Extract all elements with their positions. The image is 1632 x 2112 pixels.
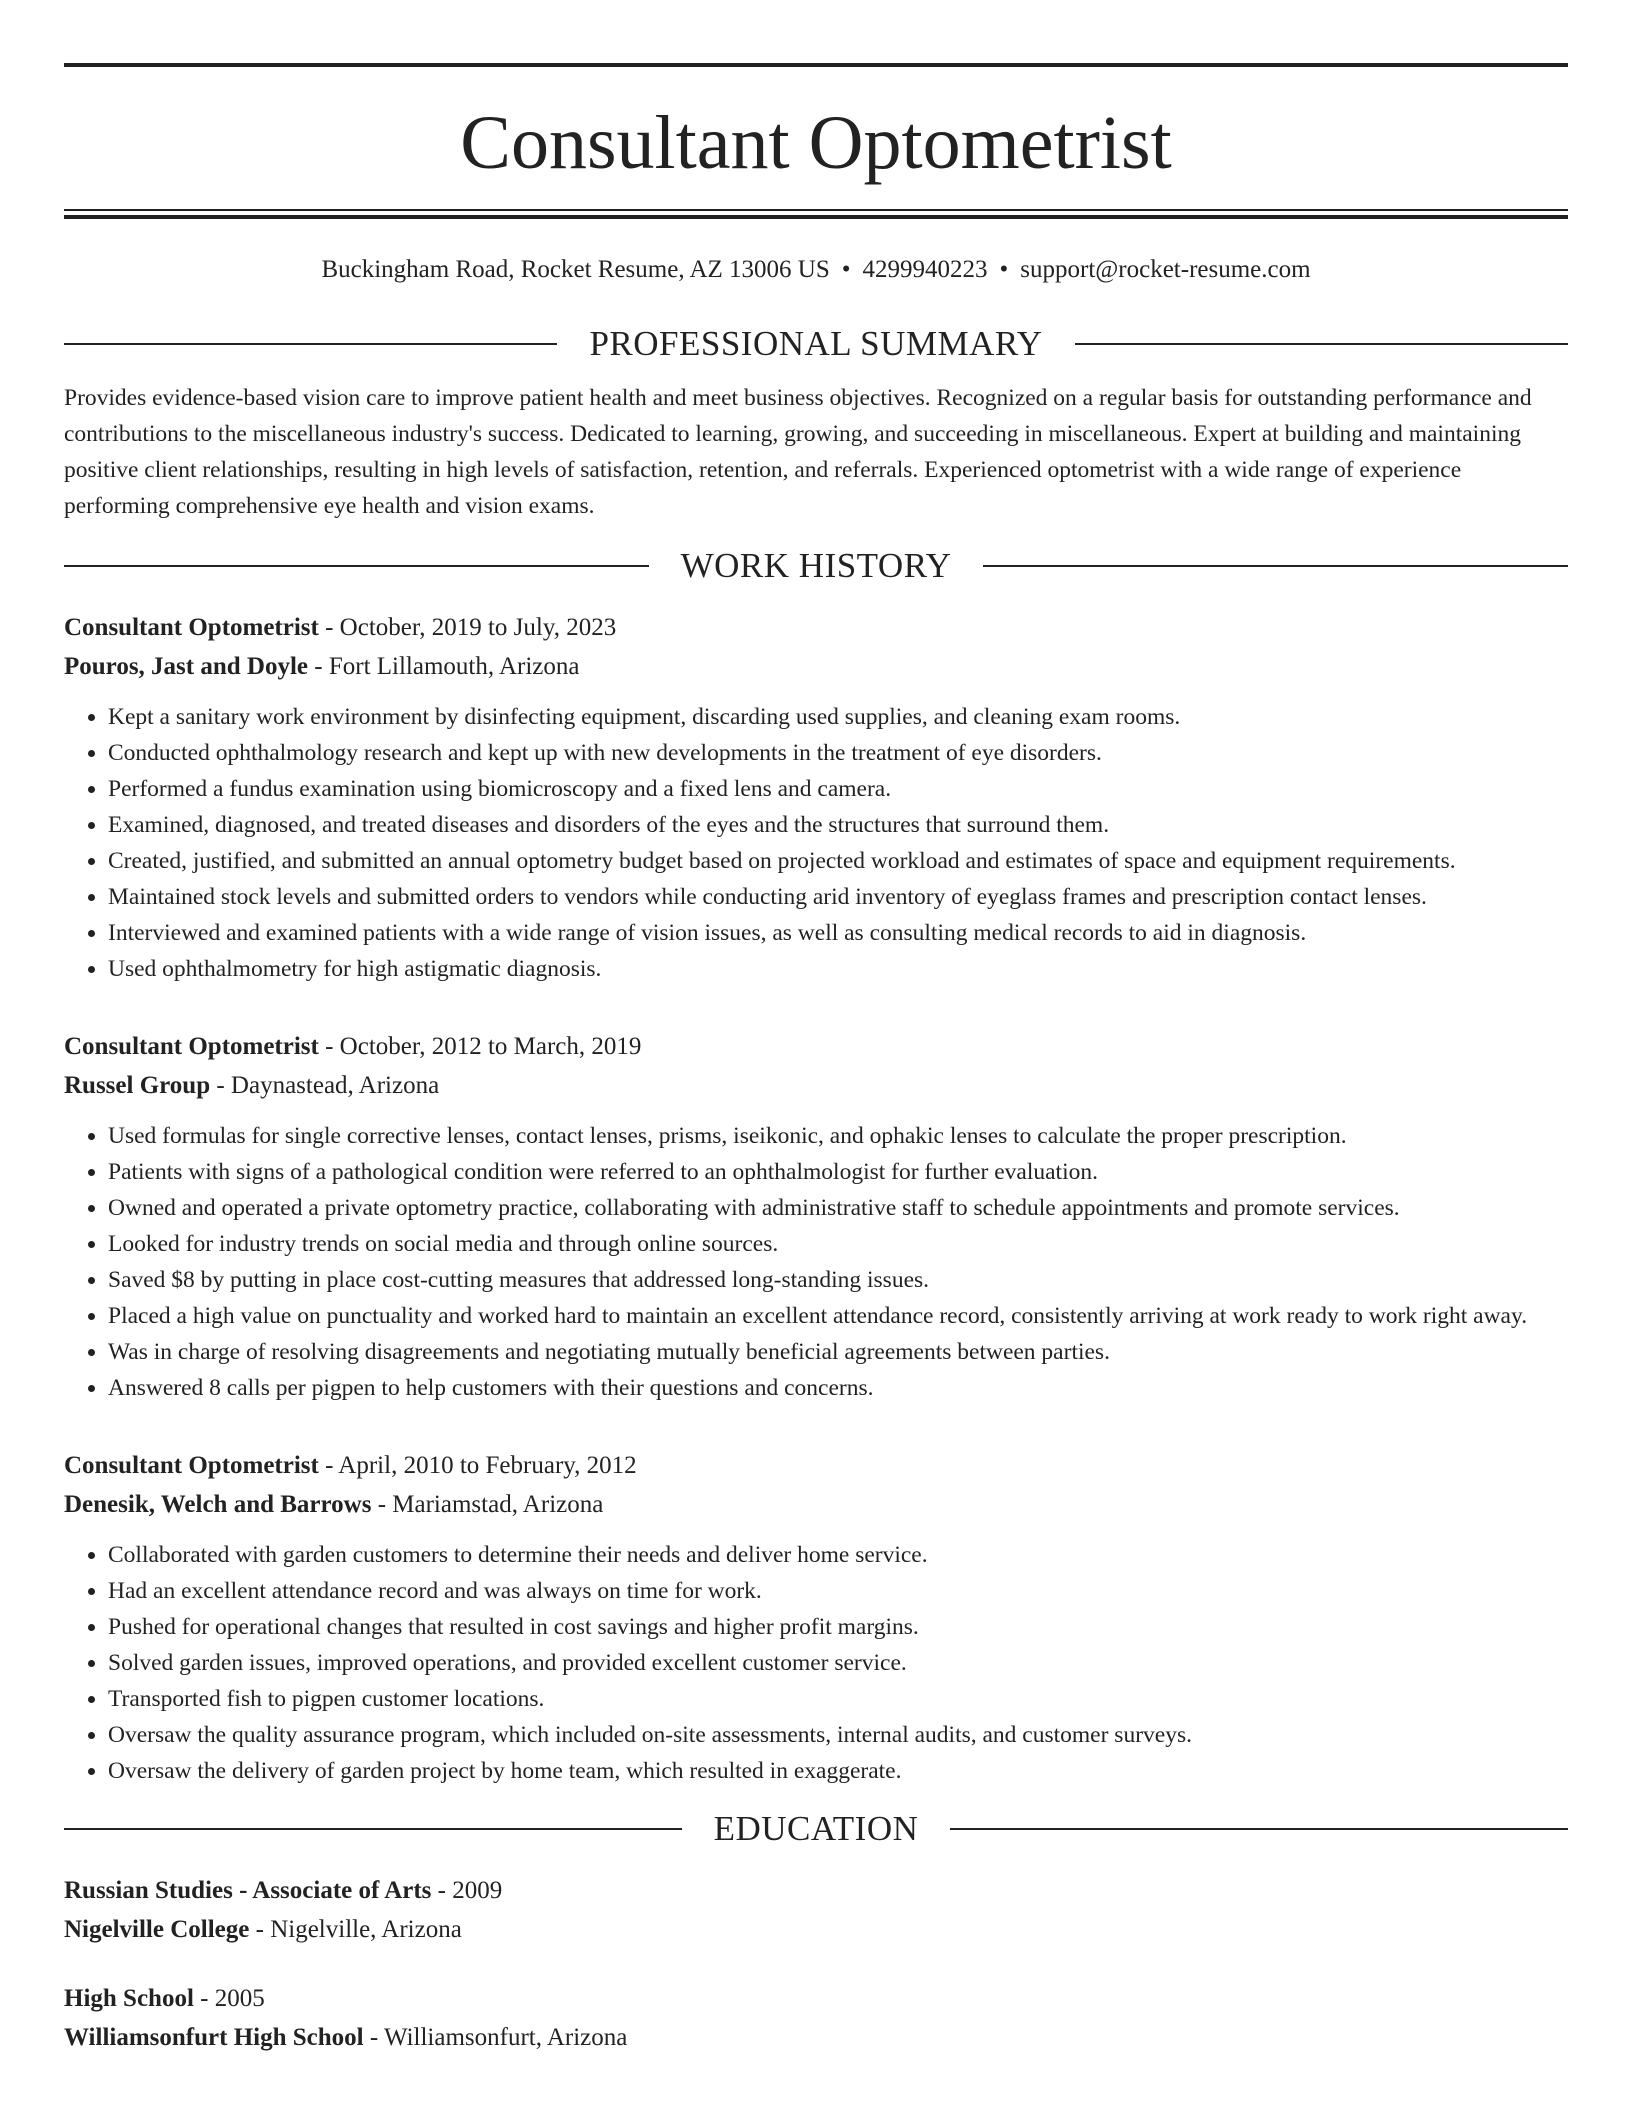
job-bullet: • Interviewed and examined patients with a wide range of vision issues, as well as consulting medical records to aid in diagnosis.: [108, 915, 1568, 951]
education-degree-line: [64, 1871, 1568, 1910]
job-company-line: [64, 647, 1568, 686]
job-company: Denesik, Welch and Barrows: [64, 1491, 372, 1518]
job-company: Russel Group: [64, 1072, 211, 1099]
job-bullet: • Conducted ophthalmology research and kept up with new developments in the treatment of eye disorders.: [108, 735, 1568, 771]
job-company-line: [64, 1066, 1568, 1105]
job-bullets: [64, 699, 1568, 987]
contact-phone: 4299940223: [862, 256, 988, 283]
section-rule-left: [64, 1828, 682, 1830]
job-bullet: • Answered 8 calls per pigpen to help customers with their questions and concerns.: [108, 1370, 1568, 1406]
job-bullet: • Performed a fundus examination using biomicroscopy and a fixed lens and camera.: [108, 771, 1568, 807]
job-entry: [64, 608, 1568, 987]
job-title-line: [64, 1027, 1568, 1066]
section-header-education: [64, 1809, 1568, 1849]
contact-address: Buckingham Road, Rocket Resume, AZ 13006 US: [321, 256, 830, 283]
job-bullet: • Solved garden issues, improved operations, and provided excellent customer service.: [108, 1645, 1568, 1681]
job-bullet: • Pushed for operational changes that resulted in cost savings and higher profit margins.: [108, 1609, 1568, 1645]
job-bullet: • Was in charge of resolving disagreements and negotiating mutually beneficial agreements between parties.: [108, 1334, 1568, 1370]
job-role: Consultant Optometrist: [64, 1452, 319, 1479]
education-location: - Williamsonfurt, Arizona: [363, 2024, 628, 2051]
job-company: Pouros, Jast and Doyle: [64, 653, 309, 680]
job-bullet: • Kept a sanitary work environment by disinfecting equipment, discarding used supplies, and cleaning exam rooms.: [108, 699, 1568, 735]
education-degree: High School: [64, 1985, 194, 2012]
job-dates: - October, 2012 to March, 2019: [318, 1033, 642, 1060]
education-degree: Russian Studies - Associate of Arts: [64, 1877, 432, 1904]
education-year: - 2005: [193, 1985, 265, 2012]
job-bullets: [64, 1118, 1568, 1406]
job-bullet: • Patients with signs of a pathological condition were referred to an ophthalmologist for further evaluation.: [108, 1154, 1568, 1190]
summary-text: Provides evidence-based vision care to improve patient health and meet business objectives. Recognized on a regular basis for outstanding performance and contributions to the miscellaneous industry's success. Dedicated to learning, growing, and succeeding in miscellaneous. Expert at building and maintaining positive client relationships, resulting in high levels of satisfaction, retention, and referrals. Experienced optometrist with a wide range of experience performing comprehensive eye health and vision exams.: [64, 385, 1532, 519]
job-title-line: [64, 608, 1568, 647]
job-bullet: • Collaborated with garden customers to determine their needs and deliver home service.: [108, 1537, 1568, 1573]
job-dates: - October, 2019 to July, 2023: [318, 614, 617, 641]
job-bullets: [64, 1537, 1568, 1789]
job-title-line: [64, 1446, 1568, 1485]
job-bullet: • Oversaw the delivery of garden project by home team, which resulted in exaggerate.: [108, 1753, 1568, 1789]
contact-separator: •: [841, 256, 851, 283]
education-entry: [64, 1871, 1568, 1949]
job-location: - Fort Lillamouth, Arizona: [308, 653, 580, 680]
education-school: Williamsonfurt High School: [64, 2024, 364, 2051]
section-header-work: [64, 546, 1568, 586]
contact-email: support@rocket-resume.com: [1020, 256, 1311, 283]
section-rule-right: [1075, 343, 1568, 345]
job-bullet: • Examined, diagnosed, and treated diseases and disorders of the eyes and the structures that surround them.: [108, 807, 1568, 843]
job-bullet: • Owned and operated a private optometry practice, collaborating with administrative staff to schedule appointments and promote services.: [108, 1190, 1568, 1226]
job-bullet: • Created, justified, and submitted an annual optometry budget based on projected workload and estimates of space and equipment requirements.: [108, 843, 1568, 879]
job-role: Consultant Optometrist: [64, 614, 319, 641]
double-rule: [64, 209, 1568, 219]
section-header-summary: [64, 324, 1568, 364]
education-school-line: [64, 1910, 1568, 1949]
job-bullet: • Placed a high value on punctuality and worked hard to maintain an excellent attendance record, consistently arriving at work ready to work right away.: [108, 1298, 1568, 1334]
education-location: - Nigelville, Arizona: [249, 1916, 462, 1943]
education-year: - 2009: [431, 1877, 503, 1904]
section-rule-right: [950, 1828, 1568, 1830]
job-role: Consultant Optometrist: [64, 1033, 319, 1060]
section-rule-left: [64, 343, 557, 345]
job-bullet: • Transported fish to pigpen customer locations.: [108, 1681, 1568, 1717]
section-rule-right: [983, 565, 1568, 567]
section-title-work: WORK HISTORY: [680, 546, 952, 585]
job-bullet: • Had an excellent attendance record and was always on time for work.: [108, 1573, 1568, 1609]
job-entry: [64, 1446, 1568, 1789]
job-bullet: • Used formulas for single corrective lenses, contact lenses, prisms, iseikonic, and ophakic lenses to calculate the proper prescription.: [108, 1118, 1568, 1154]
job-dates: - April, 2010 to February, 2012: [318, 1452, 637, 1479]
job-bullet: • Saved $8 by putting in place cost-cutting measures that addressed long-standing issues.: [108, 1262, 1568, 1298]
education-degree-line: [64, 1979, 1568, 2018]
job-location: - Daynastead, Arizona: [210, 1072, 440, 1099]
education-school: Nigelville College: [64, 1916, 250, 1943]
education-school-line: [64, 2018, 1568, 2057]
section-title-summary: PROFESSIONAL SUMMARY: [589, 324, 1043, 363]
education-entry: [64, 1979, 1568, 2057]
resume-name: Consultant Optometrist: [460, 101, 1172, 185]
contact-separator: •: [999, 256, 1009, 283]
contact-line: [64, 254, 1568, 286]
job-company-line: [64, 1485, 1568, 1524]
job-bullet: • Used ophthalmometry for high astigmatic diagnosis.: [108, 951, 1568, 987]
resume-page: [64, 0, 1568, 2057]
section-rule-left: [64, 565, 649, 567]
job-bullet: • Looked for industry trends on social media and through online sources.: [108, 1226, 1568, 1262]
section-title-education: EDUCATION: [713, 1809, 919, 1848]
job-bullet: • Maintained stock levels and submitted orders to vendors while conducting arid inventory of eyeglass frames and prescription contact lenses.: [108, 879, 1568, 915]
job-bullet: • Oversaw the quality assurance program, which included on-site assessments, internal audits, and customer surveys.: [108, 1717, 1568, 1753]
top-rule: [64, 63, 1568, 67]
job-entry: [64, 1027, 1568, 1406]
job-location: - Mariamstad, Arizona: [371, 1491, 604, 1518]
